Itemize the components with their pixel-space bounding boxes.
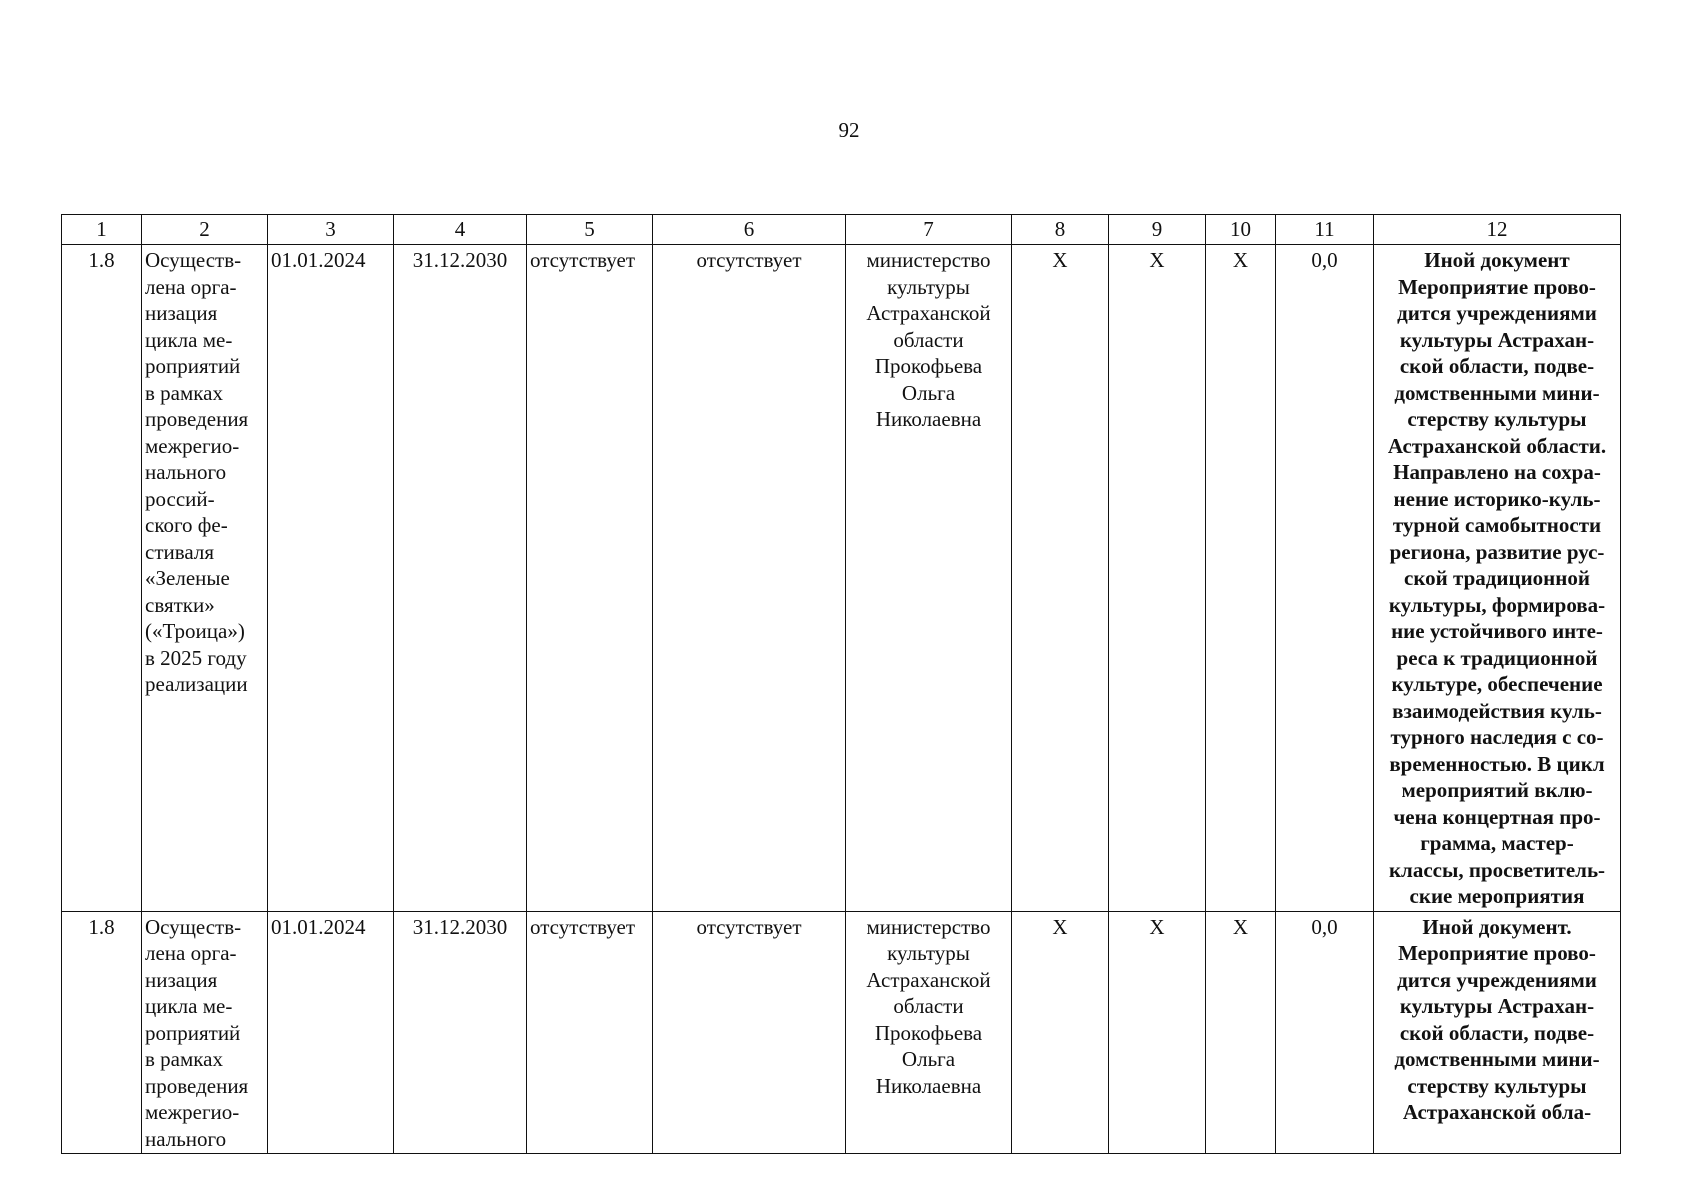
- text-line: стиваля: [145, 539, 215, 564]
- text-line: Николаевна: [875, 1073, 982, 1098]
- text-line: Астраханской: [866, 967, 991, 992]
- text-line: Мероприятие прово-: [1398, 274, 1596, 299]
- column-header: 7: [846, 215, 1012, 245]
- text-line: Астраханской области.: [1387, 433, 1607, 458]
- text-line: временностью. В цикл: [1389, 751, 1605, 776]
- text-line: россий-: [145, 486, 215, 511]
- table-row: [62, 245, 1621, 912]
- text-line: Астраханской: [866, 301, 991, 325]
- text-line: роприятий: [145, 354, 241, 378]
- column-6-cell: отсутствует: [653, 911, 846, 1154]
- column-header: 12: [1374, 215, 1621, 245]
- note-cell: [1374, 245, 1621, 912]
- text-line: домственными мини-: [1394, 380, 1600, 405]
- column-header: 5: [527, 215, 653, 245]
- text-line: межрегио-: [145, 433, 240, 458]
- column-9-cell: X: [1109, 245, 1206, 912]
- column-header: 3: [268, 215, 394, 245]
- text-line: роприятий: [145, 1020, 241, 1045]
- text-line: взаимодействия куль-: [1392, 698, 1602, 723]
- text-line: Направлено на сохра-: [1393, 460, 1601, 484]
- column-header: 2: [142, 215, 268, 245]
- text-line: Астраханской обла-: [1402, 1100, 1592, 1124]
- text-line: области: [893, 994, 964, 1018]
- text-line: грамма, мастер-: [1420, 831, 1574, 855]
- text-line: низация: [145, 967, 218, 992]
- text-line: домственными мини-: [1394, 1047, 1600, 1071]
- text-line: ской области, подве-: [1399, 1020, 1595, 1045]
- column-9-cell: X: [1109, 911, 1206, 1154]
- column-number-row: [62, 215, 1621, 245]
- column-10-cell: X: [1206, 911, 1276, 1154]
- page-number: 92: [838, 118, 860, 142]
- start-date-cell: 01.01.2024: [268, 911, 394, 1154]
- text-line: низация: [145, 301, 218, 325]
- text-line: культуры: [887, 274, 970, 299]
- column-5-cell: отсутствует: [527, 245, 653, 912]
- text-line: в рамках: [145, 1047, 223, 1071]
- text-line: турного наследия с со-: [1390, 725, 1604, 749]
- note-cell: [1374, 911, 1621, 1154]
- column-header: 4: [394, 215, 527, 245]
- table-row: [62, 911, 1621, 1154]
- column-header: 10: [1206, 215, 1276, 245]
- text-line: («Троица»): [145, 619, 245, 643]
- text-line: Ольга: [901, 380, 956, 405]
- text-line: Иной документ: [1424, 248, 1570, 272]
- text-line: цикла ме-: [145, 327, 233, 352]
- text-line: ние устойчивого инте-: [1391, 619, 1603, 643]
- column-header: 8: [1012, 215, 1109, 245]
- end-date-cell: 31.12.2030: [394, 911, 527, 1154]
- text-line: культуры, формирова-: [1388, 592, 1606, 617]
- text-line: мероприятий вклю-: [1401, 778, 1593, 802]
- text-line: стерству культуры: [1407, 407, 1587, 431]
- column-11-cell: 0,0: [1276, 245, 1374, 912]
- event-description-cell: [142, 911, 268, 1154]
- text-line: нение историко-куль-: [1393, 486, 1601, 511]
- column-11-cell: 0,0: [1276, 911, 1374, 1154]
- text-line: в рамках: [145, 380, 223, 405]
- text-line: Прокофьева: [874, 354, 983, 378]
- text-line: культуры Астрахан-: [1399, 327, 1595, 352]
- column-8-cell: X: [1012, 245, 1109, 912]
- text-line: культуры Астрахан-: [1399, 994, 1595, 1018]
- text-line: лена орга-: [145, 941, 237, 965]
- text-line: Осуществ-: [145, 914, 242, 939]
- text-line: культуре, обеспечение: [1391, 672, 1603, 696]
- item-number-cell: 1.8: [62, 911, 142, 1154]
- text-line: ской области, подве-: [1399, 354, 1595, 378]
- text-line: межрегио-: [145, 1100, 240, 1124]
- text-line: ские мероприятия: [1409, 884, 1585, 908]
- text-line: лена орга-: [145, 274, 237, 299]
- text-line: «Зеленые: [145, 566, 230, 590]
- text-line: дится учреждениями: [1397, 301, 1597, 325]
- text-line: чена концертная про-: [1393, 804, 1601, 829]
- text-line: Иной документ.: [1422, 914, 1572, 939]
- text-line: области: [893, 327, 964, 352]
- start-date-cell: 01.01.2024: [268, 245, 394, 912]
- column-8-cell: X: [1012, 911, 1109, 1154]
- text-line: Осуществ-: [145, 248, 242, 272]
- column-10-cell: X: [1206, 245, 1276, 912]
- text-line: дится учреждениями: [1397, 967, 1597, 992]
- text-line: Прокофьева: [874, 1020, 983, 1045]
- column-header: 9: [1109, 215, 1206, 245]
- text-line: региона, развитие рус-: [1389, 539, 1605, 564]
- text-line: Ольга: [901, 1047, 956, 1071]
- plan-table: [61, 214, 1621, 1154]
- text-line: Мероприятие прово-: [1398, 941, 1596, 965]
- event-description-cell: [142, 245, 268, 912]
- text-line: реализации: [145, 672, 248, 696]
- text-line: нального: [145, 460, 227, 484]
- item-number-cell: 1.8: [62, 245, 142, 912]
- text-line: святки»: [145, 592, 215, 617]
- text-line: турной самобытности: [1392, 513, 1602, 537]
- column-header: 6: [653, 215, 846, 245]
- responsible-cell: [846, 911, 1012, 1154]
- column-header: 11: [1276, 215, 1374, 245]
- text-line: стерству культуры: [1407, 1073, 1587, 1098]
- column-6-cell: отсутствует: [653, 245, 846, 912]
- text-line: в 2025 году: [145, 645, 247, 670]
- end-date-cell: 31.12.2030: [394, 245, 527, 912]
- text-line: проведения: [145, 1073, 249, 1098]
- text-line: министерство: [866, 248, 991, 272]
- text-line: цикла ме-: [145, 994, 233, 1018]
- text-line: ской традиционной: [1404, 566, 1590, 590]
- column-5-cell: отсутствует: [527, 911, 653, 1154]
- text-line: министерство: [866, 914, 991, 939]
- column-header: 1: [62, 215, 142, 245]
- text-line: Николаевна: [875, 407, 982, 431]
- text-line: ского фе-: [145, 513, 228, 537]
- text-line: классы, просветитель-: [1388, 857, 1606, 882]
- text-line: культуры: [887, 941, 970, 965]
- responsible-cell: [846, 245, 1012, 912]
- text-line: нального: [145, 1126, 227, 1151]
- text-line: проведения: [145, 407, 249, 431]
- text-line: реса к традиционной: [1396, 645, 1598, 670]
